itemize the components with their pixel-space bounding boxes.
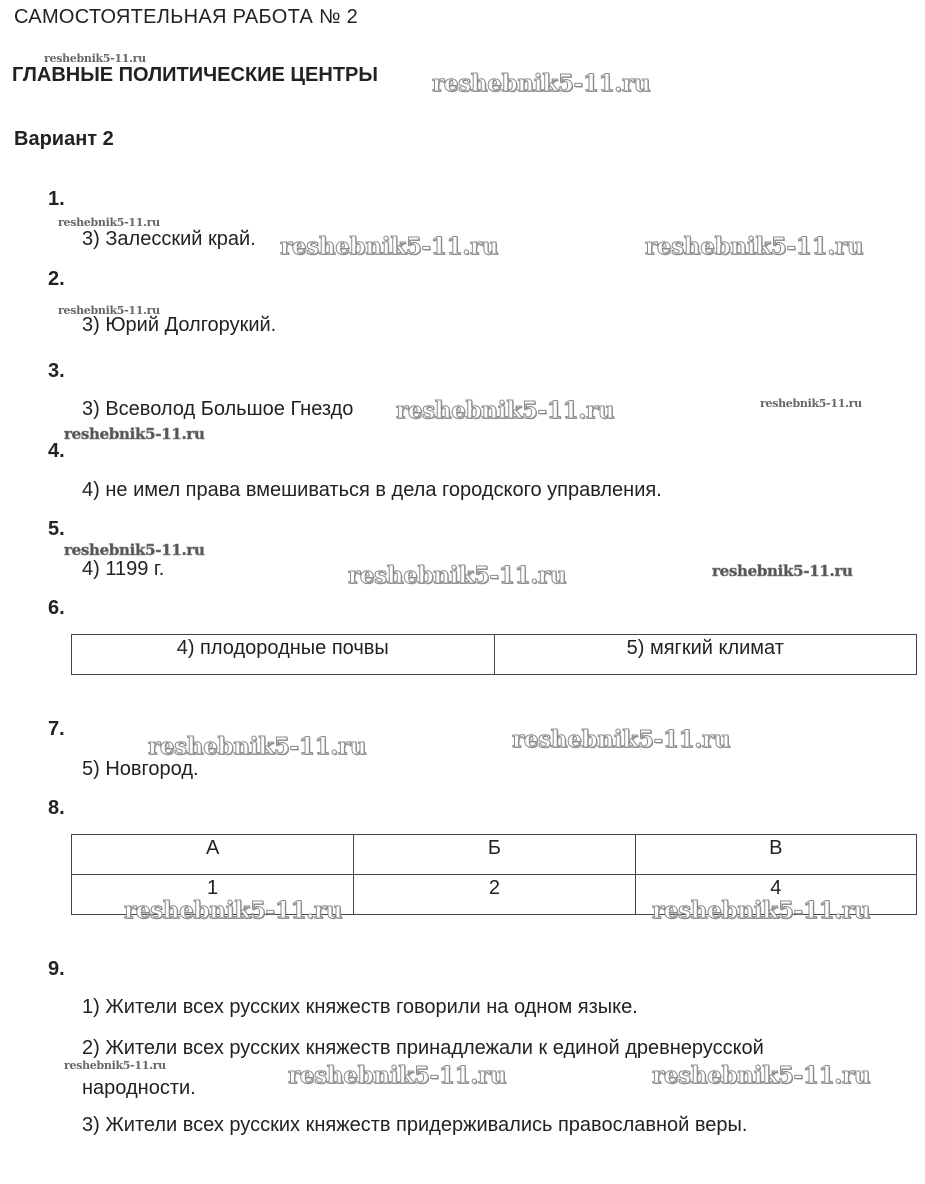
watermark: reshebnik5-11.ru bbox=[58, 304, 160, 317]
answer-text: 3) Жители всех русских княжеств придерживались православной веры. bbox=[82, 1114, 748, 1136]
question-number: 1. bbox=[48, 188, 65, 210]
watermark: reshebnik5-11.ru bbox=[512, 726, 731, 753]
table-header-cell: А bbox=[72, 835, 354, 875]
watermark: reshebnik5-11.ru bbox=[124, 897, 343, 924]
watermark: reshebnik5-11.ru bbox=[58, 216, 160, 229]
answer-text: 3) Юрий Долгорукий. bbox=[82, 314, 277, 336]
watermark: reshebnik5-11.ru bbox=[432, 70, 651, 97]
answer-text: народности. bbox=[82, 1077, 196, 1099]
question-number: 2. bbox=[48, 268, 65, 290]
watermark: reshebnik5-11.ru bbox=[348, 562, 567, 589]
answer-text: 2) Жители всех русских княжеств принадлежали к единой древнерусской bbox=[82, 1037, 764, 1059]
watermark: reshebnik5-11.ru bbox=[652, 1062, 871, 1089]
answer-text: 1) Жители всех русских княжеств говорили на одном языке. bbox=[82, 996, 638, 1018]
watermark: reshebnik5-11.ru bbox=[760, 397, 862, 410]
table-cell: 1 bbox=[72, 875, 354, 915]
watermark: reshebnik5-11.ru bbox=[148, 733, 367, 760]
answer-text: 4) 1199 г. bbox=[82, 558, 165, 580]
watermark: reshebnik5-11.ru bbox=[396, 397, 615, 424]
watermark: reshebnik5-11.ru bbox=[645, 233, 864, 260]
answer-text: 3) Всеволод Большое Гнездо bbox=[82, 398, 354, 420]
table-cell: 2 bbox=[354, 875, 635, 915]
question-number: 8. bbox=[48, 797, 65, 819]
answer-text: 3) Залесский край. bbox=[82, 228, 256, 250]
watermark: reshebnik5-11.ru bbox=[652, 897, 871, 924]
table-cell: 5) мягкий климат bbox=[494, 635, 917, 675]
variant-label: Вариант 2 bbox=[14, 128, 114, 150]
topic-title: ГЛАВНЫЕ ПОЛИТИЧЕСКИЕ ЦЕНТРЫ bbox=[12, 64, 378, 86]
question-number: 5. bbox=[48, 518, 65, 540]
answer-text: 5) Новгород. bbox=[82, 758, 199, 780]
watermark: reshebnik5-11.ru bbox=[280, 233, 499, 260]
table-header-cell: В bbox=[635, 835, 916, 875]
question-number: 4. bbox=[48, 440, 65, 462]
table-cell: 4 bbox=[635, 875, 916, 915]
watermark: reshebnik5-11.ru bbox=[44, 52, 146, 65]
watermark: reshebnik5-11.ru bbox=[64, 541, 205, 559]
question-number: 3. bbox=[48, 360, 65, 382]
answer-text: 4) не имел права вмешиваться в дела городского управления. bbox=[82, 479, 662, 501]
page-title: САМОСТОЯТЕЛЬНАЯ РАБОТА № 2 bbox=[14, 6, 358, 28]
table-cell: 4) плодородные почвы bbox=[72, 635, 495, 675]
question-number: 9. bbox=[48, 958, 65, 980]
watermark: reshebnik5-11.ru bbox=[64, 1059, 166, 1072]
watermark: reshebnik5-11.ru bbox=[64, 425, 205, 443]
question-number: 7. bbox=[48, 718, 65, 740]
watermark: reshebnik5-11.ru bbox=[288, 1062, 507, 1089]
question-number: 6. bbox=[48, 597, 65, 619]
table-header-cell: Б bbox=[354, 835, 635, 875]
answer-table bbox=[71, 634, 917, 675]
watermark: reshebnik5-11.ru bbox=[712, 562, 853, 580]
